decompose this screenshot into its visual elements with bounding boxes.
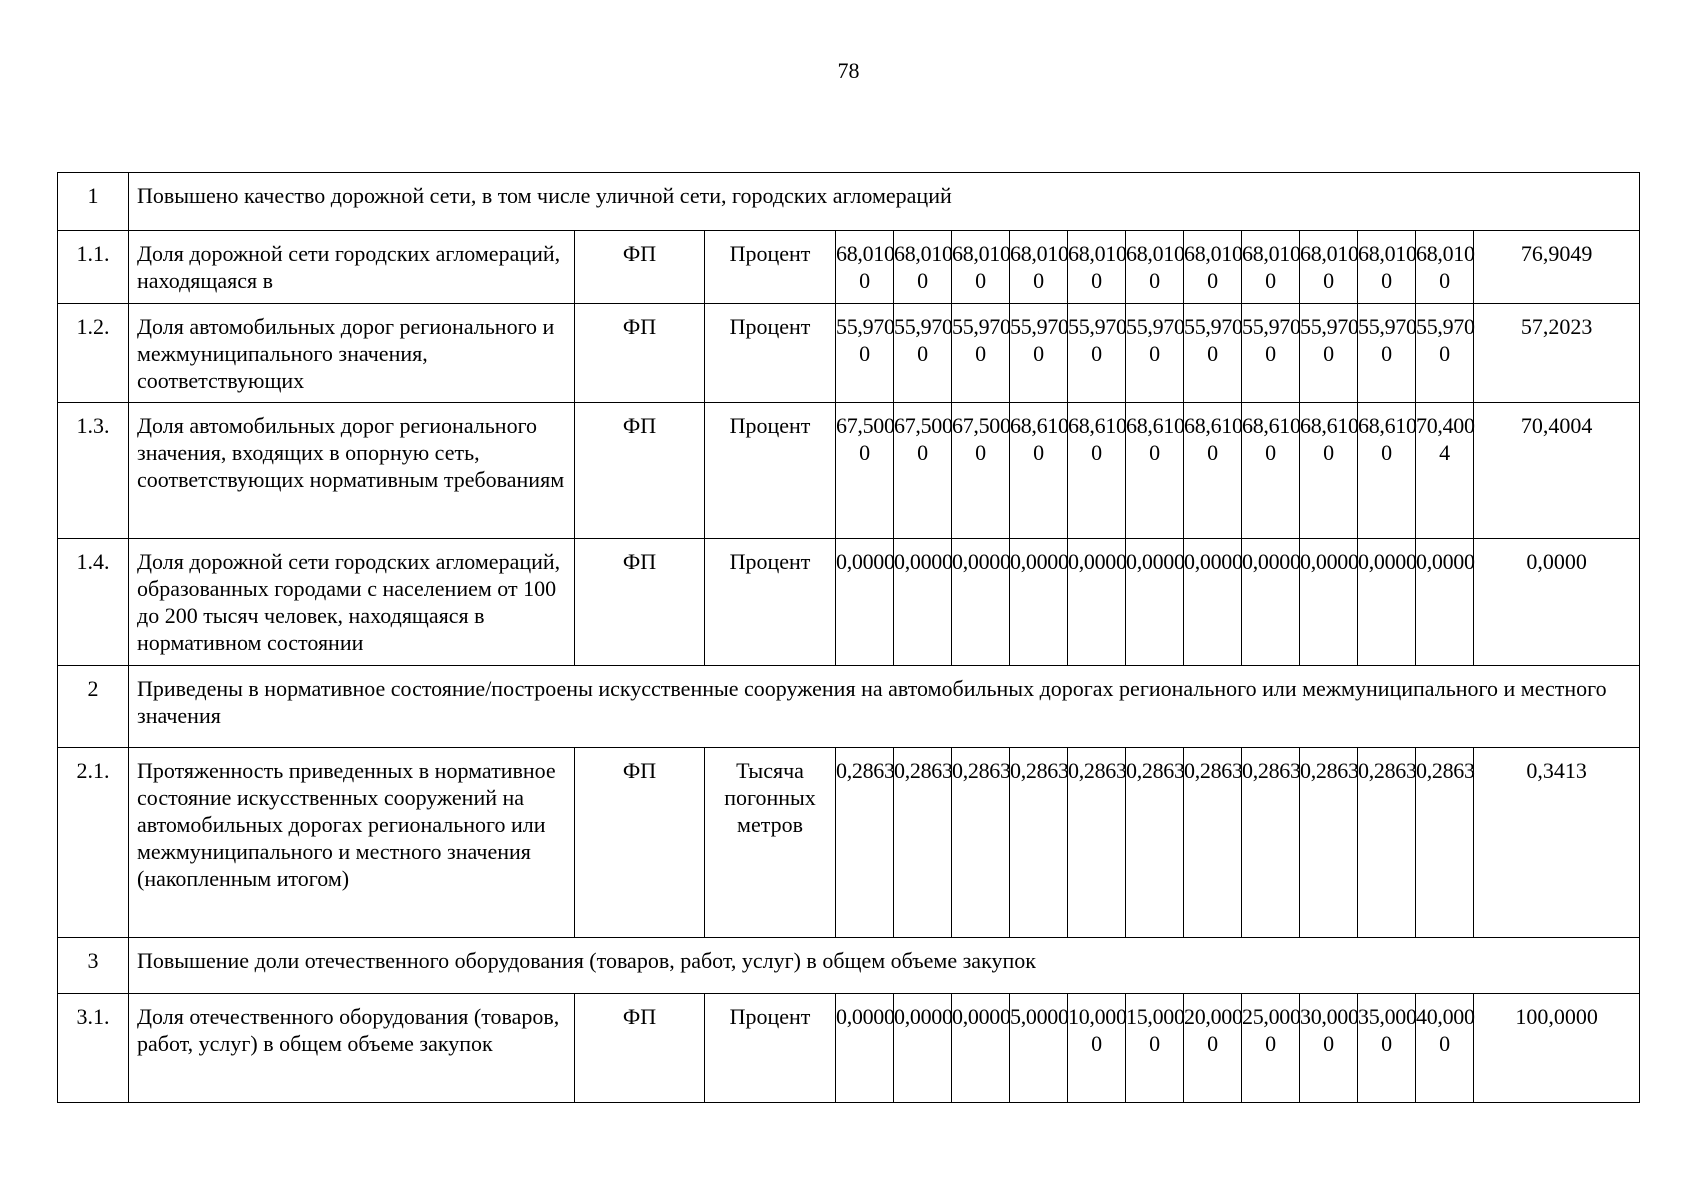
value-text: 0,0000 xyxy=(1242,549,1301,574)
value-cell xyxy=(894,748,952,938)
value-cell xyxy=(894,994,952,1103)
indicator-name xyxy=(129,748,575,938)
value-cell xyxy=(1358,539,1416,666)
value-text: 55,970 0 xyxy=(952,314,1011,366)
value-text: 68,610 0 xyxy=(1184,413,1243,465)
indicator-type: ФП xyxy=(575,539,705,666)
value-text: 55,970 0 xyxy=(1010,314,1069,366)
value-text: 0,2863 xyxy=(1358,758,1417,783)
value-cell xyxy=(1068,231,1126,304)
value-cell xyxy=(952,403,1010,539)
value-cell xyxy=(1242,994,1300,1103)
value-cell xyxy=(894,231,952,304)
unit-of-measure: Процент xyxy=(705,539,836,666)
row-number: 2.1. xyxy=(58,748,129,938)
value-text: 0,0000 xyxy=(894,549,953,574)
row-number: 1.4. xyxy=(58,539,129,666)
value-text: 0,0000 xyxy=(1126,549,1185,574)
target-value: 76,9049 xyxy=(1474,231,1640,304)
value-cell xyxy=(1184,539,1242,666)
value-cell xyxy=(1242,304,1300,403)
value-cell xyxy=(1358,231,1416,304)
indicator-name-text: Доля дорожной сети городских агломераций, образованных городами с населением от 100 до 200 тысяч человек, находящаяся в нормативном состоянии xyxy=(137,549,561,655)
value-text: 0,0000 xyxy=(952,549,1011,574)
row-number: 2 xyxy=(58,666,129,748)
value-cell xyxy=(1068,403,1126,539)
value-cell xyxy=(836,403,894,539)
value-text: 55,970 0 xyxy=(1358,314,1417,366)
value-text: 68,610 0 xyxy=(1068,413,1127,465)
indicator-row xyxy=(58,403,1640,539)
value-text: 68,610 0 xyxy=(1242,413,1301,465)
value-cell xyxy=(836,231,894,304)
value-text: 68,010 0 xyxy=(1416,241,1475,293)
value-text: 0,2863 xyxy=(836,758,895,783)
value-text: 35,000 0 xyxy=(1358,1004,1417,1056)
value-cell xyxy=(952,994,1010,1103)
value-text: 68,010 0 xyxy=(1126,241,1185,293)
value-cell xyxy=(894,403,952,539)
value-text: 70,400 4 xyxy=(1416,413,1475,465)
page-number: 78 xyxy=(837,58,860,83)
value-cell xyxy=(1358,748,1416,938)
value-cell xyxy=(1300,539,1358,666)
value-cell xyxy=(894,304,952,403)
value-cell xyxy=(1358,994,1416,1103)
value-text: 68,010 0 xyxy=(1068,241,1127,293)
section-title: Повышение доли отечественного оборудования (товаров, работ, услуг) в общем объеме закупок xyxy=(129,938,1640,994)
indicator-row xyxy=(58,994,1640,1103)
row-number: 1.2. xyxy=(58,304,129,403)
value-text: 0,2863 xyxy=(894,758,953,783)
value-text: 30,000 0 xyxy=(1300,1004,1359,1056)
value-text: 68,010 0 xyxy=(836,241,895,293)
value-text: 0,2863 xyxy=(1300,758,1359,783)
value-text: 0,2863 xyxy=(1184,758,1243,783)
value-cell xyxy=(1184,231,1242,304)
value-cell xyxy=(1416,403,1474,539)
row-number: 1.1. xyxy=(58,231,129,304)
unit-of-measure: Процент xyxy=(705,304,836,403)
value-cell xyxy=(1242,748,1300,938)
value-text: 68,610 0 xyxy=(1300,413,1359,465)
indicator-name xyxy=(129,231,575,304)
value-text: 68,610 0 xyxy=(1126,413,1185,465)
section-title: Повышено качество дорожной сети, в том числе уличной сети, городских агломераций xyxy=(129,173,1640,231)
row-number: 3.1. xyxy=(58,994,129,1103)
section-row xyxy=(58,173,1640,231)
value-cell xyxy=(1126,403,1184,539)
value-cell xyxy=(1068,748,1126,938)
value-text: 55,970 0 xyxy=(1126,314,1185,366)
value-text: 0,0000 xyxy=(1068,549,1127,574)
row-number: 1 xyxy=(58,173,129,231)
value-text: 0,0000 xyxy=(1416,549,1475,574)
indicator-name-text: Доля дорожной сети городских агломераций, находящаяся в xyxy=(137,241,561,293)
value-cell xyxy=(1184,748,1242,938)
value-cell xyxy=(952,748,1010,938)
value-cell xyxy=(1068,994,1126,1103)
value-cell xyxy=(952,231,1010,304)
indicators-table xyxy=(57,172,1640,1103)
value-cell xyxy=(1184,403,1242,539)
value-cell xyxy=(952,539,1010,666)
value-text: 0,0000 xyxy=(1010,549,1069,574)
value-cell xyxy=(1068,539,1126,666)
row-number: 3 xyxy=(58,938,129,994)
value-cell xyxy=(1300,748,1358,938)
value-text: 0,0000 xyxy=(894,1004,953,1029)
value-cell xyxy=(1126,994,1184,1103)
value-cell xyxy=(1416,748,1474,938)
value-text: 67,500 0 xyxy=(836,413,895,465)
indicator-name xyxy=(129,304,575,403)
value-cell xyxy=(1242,403,1300,539)
row-number: 1.3. xyxy=(58,403,129,539)
section-row xyxy=(58,666,1640,748)
value-text: 0,2863 xyxy=(1068,758,1127,783)
value-cell xyxy=(1010,304,1068,403)
target-value: 100,0000 xyxy=(1474,994,1640,1103)
value-text: 55,970 0 xyxy=(1184,314,1243,366)
value-text: 68,010 0 xyxy=(894,241,953,293)
indicator-row xyxy=(58,304,1640,403)
value-cell xyxy=(1300,994,1358,1103)
value-cell xyxy=(1126,748,1184,938)
unit-of-measure: Тысяча погонных метров xyxy=(705,748,836,938)
indicator-row xyxy=(58,539,1640,666)
value-text: 0,0000 xyxy=(836,1004,895,1029)
unit-of-measure: Процент xyxy=(705,231,836,304)
value-text: 0,2863 xyxy=(1010,758,1069,783)
value-cell xyxy=(1416,539,1474,666)
indicator-type: ФП xyxy=(575,403,705,539)
value-text: 68,010 0 xyxy=(1358,241,1417,293)
value-cell xyxy=(1068,304,1126,403)
value-text: 20,000 0 xyxy=(1184,1004,1243,1056)
value-text: 68,010 0 xyxy=(1300,241,1359,293)
value-cell xyxy=(1300,403,1358,539)
value-cell xyxy=(1010,748,1068,938)
value-cell xyxy=(1242,539,1300,666)
value-cell xyxy=(1126,231,1184,304)
value-cell xyxy=(894,539,952,666)
value-text: 55,970 0 xyxy=(1242,314,1301,366)
value-cell xyxy=(836,539,894,666)
value-text: 68,010 0 xyxy=(1242,241,1301,293)
indicator-name xyxy=(129,539,575,666)
value-text: 15,000 0 xyxy=(1126,1004,1185,1056)
target-value: 0,3413 xyxy=(1474,748,1640,938)
value-cell xyxy=(836,304,894,403)
value-text: 68,610 0 xyxy=(1010,413,1069,465)
value-cell xyxy=(1010,231,1068,304)
value-cell xyxy=(1184,304,1242,403)
value-cell xyxy=(1010,403,1068,539)
value-cell xyxy=(1126,304,1184,403)
value-cell xyxy=(1010,994,1068,1103)
target-value: 0,0000 xyxy=(1474,539,1640,666)
section-row xyxy=(58,938,1640,994)
value-text: 0,2863 xyxy=(1126,758,1185,783)
value-text: 55,970 0 xyxy=(894,314,953,366)
value-cell xyxy=(1126,539,1184,666)
value-cell xyxy=(1416,304,1474,403)
indicator-name xyxy=(129,994,575,1103)
value-cell xyxy=(1416,994,1474,1103)
value-text: 0,2863 xyxy=(1416,758,1475,783)
indicator-name xyxy=(129,403,575,539)
indicator-type: ФП xyxy=(575,748,705,938)
indicator-type: ФП xyxy=(575,304,705,403)
value-text: 0,2863 xyxy=(952,758,1011,783)
value-text: 10,000 0 xyxy=(1068,1004,1127,1056)
indicator-name-text: Доля автомобильных дорог регионального значения, входящих в опорную сеть, соответствующих нормативным требованиям xyxy=(137,413,565,492)
value-text: 68,010 0 xyxy=(1010,241,1069,293)
value-text: 0,0000 xyxy=(1300,549,1359,574)
indicator-type: ФП xyxy=(575,231,705,304)
value-cell xyxy=(952,304,1010,403)
target-value: 57,2023 xyxy=(1474,304,1640,403)
value-cell xyxy=(1300,304,1358,403)
indicator-name-text: Протяженность приведенных в нормативное состояние искусственных сооружений на автомобильных дорогах регионального или межмуниципального и местного значения (накопленным итогом) xyxy=(137,758,556,891)
target-value: 70,4004 xyxy=(1474,403,1640,539)
value-text: 25,000 0 xyxy=(1242,1004,1301,1056)
value-text: 67,500 0 xyxy=(952,413,1011,465)
value-cell xyxy=(836,994,894,1103)
value-text: 0,0000 xyxy=(836,549,895,574)
unit-of-measure: Процент xyxy=(705,403,836,539)
value-text: 55,970 0 xyxy=(836,314,895,366)
value-text: 0,0000 xyxy=(1358,549,1417,574)
indicator-row xyxy=(58,231,1640,304)
unit-of-measure: Процент xyxy=(705,994,836,1103)
section-title: Приведены в нормативное состояние/построены искусственные сооружения на автомобильных дорогах регионального или межмуниципального и местного значения xyxy=(129,666,1640,748)
value-text: 68,010 0 xyxy=(952,241,1011,293)
value-text: 0,0000 xyxy=(1184,549,1243,574)
value-text: 68,610 0 xyxy=(1358,413,1417,465)
value-cell xyxy=(836,748,894,938)
value-text: 55,970 0 xyxy=(1068,314,1127,366)
indicator-name-text: Доля отечественного оборудования (товаров, работ, услуг) в общем объеме закупок xyxy=(137,1004,560,1056)
value-text: 0,0000 xyxy=(952,1004,1011,1029)
value-text: 0,2863 xyxy=(1242,758,1301,783)
value-cell xyxy=(1242,231,1300,304)
value-cell xyxy=(1010,539,1068,666)
indicator-row xyxy=(58,748,1640,938)
indicator-type: ФП xyxy=(575,994,705,1103)
value-text: 5,0000 xyxy=(1010,1004,1069,1029)
value-text: 68,010 0 xyxy=(1184,241,1243,293)
value-cell xyxy=(1358,403,1416,539)
indicator-name-text: Доля автомобильных дорог регионального и межмуниципального значения, соответствующих xyxy=(137,314,555,393)
value-cell xyxy=(1358,304,1416,403)
value-cell xyxy=(1416,231,1474,304)
value-text: 67,500 0 xyxy=(894,413,953,465)
value-cell xyxy=(1300,231,1358,304)
value-cell xyxy=(1184,994,1242,1103)
value-text: 55,970 0 xyxy=(1416,314,1475,366)
value-text: 55,970 0 xyxy=(1300,314,1359,366)
value-text: 40,000 0 xyxy=(1416,1004,1475,1056)
